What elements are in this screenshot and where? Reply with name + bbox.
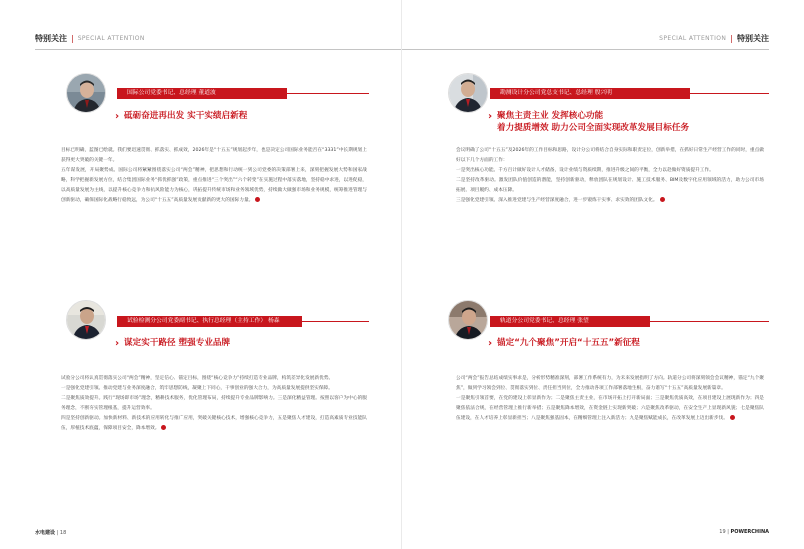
section-subtitle: SPECIAL ATTENTION [77, 34, 145, 42]
chevron-right-icon: › [488, 111, 493, 122]
profile-title: 聚焦主责主业 发挥核心功能 [497, 111, 604, 121]
section-subtitle: SPECIAL ATTENTION [659, 34, 727, 42]
magazine-name: 水电建设 [35, 530, 56, 536]
avatar [66, 73, 106, 113]
profile-title-line-2: 着力提质增效 助力公司全面实现改革发展目标任务 [497, 123, 690, 133]
brand-name: POWERCHINA [730, 529, 769, 535]
paragraph: 二是聚焦质效提升。践行“现场即市场”理念，精耕技术服务，优化管理布局，持续提升专业品牌影响力。三是深化精益管理。按照以客户为中心的服务理念，不断夯实管理根基，提升运营效率。 [61, 396, 367, 411]
paragraph: 四是坚持创新驱动。加快新材料、新技术的应用转化与推广应用，突破关键核心技术，增强核心竞争力，五是聚焦人才建设，打造高素质专业技能队伍，厚植技术底蕴，保障项目安全，降本增效。 [61, 416, 367, 431]
ribbon-line [287, 93, 369, 94]
end-mark-icon [660, 197, 665, 202]
profile-ribbon: 轨道分公司党委书记、总经理 张望 [490, 316, 650, 327]
profile-body [61, 146, 367, 206]
profile-ribbon: 试验检测分公司党委副书记、执行总经理（主持工作） 杨森 [117, 316, 302, 327]
profile-title: 锚定“九个聚焦”开启“十五五”新征程 [497, 338, 640, 348]
header-separator: | [730, 33, 733, 43]
profile-body [456, 374, 764, 424]
profile-ribbon: 国际公司党委书记、总经理 董道波 [117, 88, 287, 99]
section-title: 特别关注 [737, 33, 769, 43]
paragraph: 试验分公司将认真贯彻落实公司“两会”精神，坚定信心、锚定目标，围绕“核心竞争力”持续打造专业品牌，构筑差异化发展新优势。 [61, 376, 334, 381]
header-rule [402, 49, 769, 50]
avatar [448, 73, 488, 113]
paragraph: 一是聚焦引领首要，在党的建设上彰显新作为；二是聚焦主责主业，在市场开拓上打开新局面；三是聚焦优质高效，在项目建设上展现新作为；四是聚焦依法合规，在经营管理上推行新举措；五是聚焦降本增效，在资金链上实现新突破；六是聚焦改革驱动，在安全生产上显现新风貌；七是聚焦队伍建设，在人才培养上彰显新担当；八是聚焦强基固本，在精细管理上注入新活力；九是聚焦赋能成长，在改革发展上迈出新步伐。 [456, 396, 764, 421]
ribbon-line [302, 321, 369, 322]
page-number: 19 [719, 529, 726, 535]
header-separator: | [71, 33, 74, 43]
avatar [448, 300, 488, 340]
chevron-right-icon: › [115, 338, 120, 349]
ribbon-line [650, 321, 769, 322]
page-footer-left: 水电建设 | 18 [35, 530, 67, 536]
profile-body [61, 374, 367, 434]
paragraph: 二是坚持改革驱动。激发团队价值创造的潜能，坚持创新驱动，释放团队在规划设计、施工技术服务、BIM及数字化应用领域的活力，助力公司市场拓展、项目履约、成本压降。 [456, 178, 764, 193]
profile-body [456, 146, 764, 206]
end-mark-icon [730, 415, 735, 420]
profile-ribbon: 勘测设计分公司党总支书记、总经理 殷兴明 [490, 88, 690, 99]
page-header-left [35, 31, 145, 45]
chevron-right-icon: › [488, 338, 493, 349]
profile-title: 谋定实干路径 塑强专业品牌 [124, 338, 231, 348]
section-title: 特别关注 [35, 33, 67, 43]
paragraph: 一是强化党建引领。推动党建与业务深度融合，筑牢思想防线，凝聚上下同心，干事创业的强大合力，为高质量发展提供坚实保障。 [61, 386, 333, 391]
page-footer-right: 19 | POWERCHINA [719, 529, 769, 535]
paragraph: 五年谋发展，开局聚势成。国际公司将紧紧围绕落实公司“两会”精神，把思想和行动统一到公司党委的决策部署上来，深刻把握发展大势和国家战略，科学把握新发展方位，结合集团国际业务“抓优抓强”政策，重点推进“三个突出”“六个转变”在实施过程中落实落地，坚持稳中求进，以进促稳，以高质量发展为主线，以提升核心竞争力和抗风险能力为核心，巩拓提升传统市场和业务领域优势，持续做大做强市场和业务规模，统筹推进管理与创新驱动，确保国际化战略行稳致远，为公司“十五五”高质量发展贡献新的更大的国际力量。 [61, 168, 367, 203]
end-mark-icon [161, 425, 166, 430]
paragraph: 会议明确了公司“十五五”及2026年的工作目标和思路，设计分公司将结合自身实际和职责定位，创新举措，在抓好日常生产经营工作的同时，重点做好以下几个方面的工作： [456, 148, 764, 163]
right-page [402, 0, 804, 549]
paragraph: 三是强化党建引领。深入推进党建与生产经营深度融合，进一步锻炼干实事、求实效的团队文化。 [456, 196, 764, 206]
profile-title: 砥砺奋进再出发 实干实绩启新程 [124, 111, 248, 121]
chevron-right-icon: › [115, 111, 120, 122]
ribbon-line [690, 93, 769, 94]
end-mark-icon [255, 197, 260, 202]
paragraph: 一是突出核心功能。千方百计做好设计人才储备，设计业绩与资质续期，推进升级之间的平衡，全力以赴做好资质提升工作。 [456, 168, 714, 173]
header-rule [35, 49, 402, 50]
paragraph: 目标已明确，蓝图已绘就。我们要迅速贯彻、抓落实、抓成效，2026年是“十五五”规划起步年，也是决定公司国际业务能否在“3331”中长期规划上获得更大突破的关键一年。 [61, 148, 367, 163]
avatar [66, 300, 106, 340]
page-number: 18 [59, 530, 67, 536]
paragraph: 公司“两会”报告总结成绩实事求是，分析形势精准深刻，部署工作系统有力，为未来发展指明了方向。轨道分公司将深刻领会会议精神，锚定“九个聚焦”，做到学习领会到位、贯彻落实到位、责任担当到位，全力推动各项工作部署落地生根，奋力谱写“十五五”高质量发展新篇章。 [456, 376, 764, 391]
page-header-right [659, 31, 769, 45]
